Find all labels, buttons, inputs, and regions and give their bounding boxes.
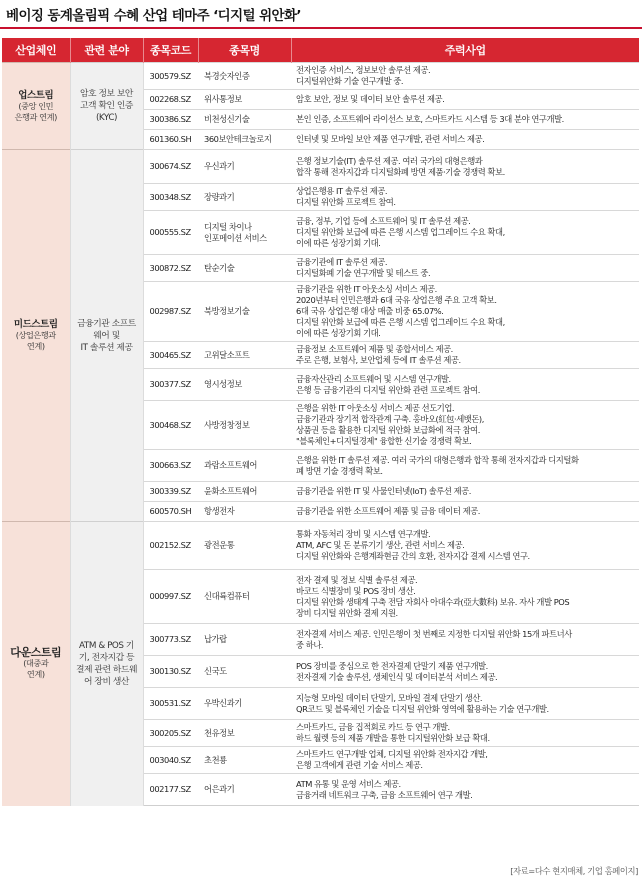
stock-name: 과람소프트웨어: [198, 450, 291, 482]
stock-name: 윤화소프트웨어: [198, 482, 291, 502]
related-field-cell: 금융기관 소프트 웨어 및 IT 솔루션 제공: [70, 150, 143, 522]
stock-name: 디지털 차이나 인포메이션 서비스: [198, 211, 291, 255]
main-business: ATM 유통 및 운영 서비스 제공. 금융거래 네트워크 구축, 금융 소프트웨어 연구 개발.: [291, 774, 639, 806]
main-business: 금융, 정부, 기업 등에 소프트웨어 및 IT 솔루션 제공. 디지털 위안화 보급에 따른 은행 시스템 업그레이드 수요 확대, 이에 따른 성장기회 기대.: [291, 211, 639, 255]
header-name: 종목명: [198, 38, 291, 63]
sector-cell: [2, 150, 70, 522]
sector-subtitle: (대중과 연계): [23, 658, 49, 680]
main-business: 은행을 위한 IT 솔루션 제공. 여러 국가의 대형은행과 합작 통해 전자지갑과 디지털화 폐 방면 기술 경쟁력 확보.: [291, 450, 639, 482]
sector-name: 업스트림: [18, 89, 54, 101]
stock-name: 장량과기: [198, 184, 291, 211]
sector-subtitle: (상업은행과 연계): [15, 330, 56, 351]
table-row: [2, 150, 639, 184]
header-sector: 산업체인: [2, 38, 70, 63]
stock-name: 초천룡: [198, 747, 291, 774]
stock-name: 고위달소프트: [198, 342, 291, 369]
page-title: 베이징 동계올림픽 수혜 산업 테마주 ‘디지털 위안화’: [6, 8, 301, 24]
sector-subtitle: (중앙 인민 은행과 연계): [14, 100, 57, 122]
main-business: 금융기관에 IT 솔루션 제공. 디지털화폐 기술 연구개발 및 테스트 중.: [291, 255, 639, 282]
main-business: 스마트카드, 금융 집적회로 카드 등 연구 개발. 하드 월렛 등의 제품 개발을 통한 디지털위안화 보급 확대.: [291, 720, 639, 747]
stock-code: 300339.SZ: [143, 482, 198, 502]
sector-cell: [2, 63, 70, 150]
sector-name: 다운스트림: [10, 646, 62, 660]
stock-name: 천유정보: [198, 720, 291, 747]
related-field-cell: 암호 정보 보안 고객 확인 인증 (KYC): [70, 63, 143, 150]
main-business: 은행을 위한 IT 아웃소싱 서비스 제공 선도기업. 금융기관과 장기적 합작관계 구축. 홍바오(紅包·세뱃돈), 상품권 등을 활용한 디지털 위안화 보급화에 적극 참여. "블록체인+디지털경제" 융합한 신기술 경쟁력 확보.: [291, 401, 639, 450]
stock-code: 002177.SZ: [143, 774, 198, 806]
stock-name: 항생전자: [198, 502, 291, 522]
stock-name: 어은과기: [198, 774, 291, 806]
stock-code: 300465.SZ: [143, 342, 198, 369]
stock-code: 300531.SZ: [143, 688, 198, 720]
sector-name: 미드스트림: [13, 319, 58, 330]
stock-name: 광전운통: [198, 522, 291, 570]
table-row: [2, 63, 639, 90]
stock-code: 300872.SZ: [143, 255, 198, 282]
main-business: 금융기관을 위한 소프트웨어 제품 및 금융 데이터 제공.: [291, 502, 639, 522]
related-field-cell: ATM & POS 기 기, 전자지갑 등 결제 관련 하드웨 어 장비 생산: [70, 522, 143, 806]
stock-name: 사방정창정보: [198, 401, 291, 450]
main-business: 지능형 모바일 데이터 단말기, 모바일 결제 단말기 생산. QR코드 및 블록체인 기술을 디지털 위안화 영역에 활용하는 기술 연구개발.: [291, 688, 639, 720]
main-business: 전자 결제 및 정보 식별 솔루션 제공. 바코드 식별장비 및 POS 장비 생산. 디지털 위안화 생태계 구축 전담 자회사 아대수과(亞大數科) 보유. 자사 개발 POS 장비 디지털 위안화 결제 지원.: [291, 570, 639, 624]
main-business: 스마트카드 연구개발 업체, 디지털 위안화 전자지갑 개발, 은행 고객에게 관련 기술 서비스 제공.: [291, 747, 639, 774]
stock-code: 300579.SZ: [143, 63, 198, 90]
stock-name: 탄순기술: [198, 255, 291, 282]
header-code: 종목코드: [143, 38, 198, 63]
source-note: [자료=다수 현지매체, 기업 홈페이지]: [510, 866, 638, 876]
main-business: 본인 인증, 소프트웨어 라이선스 보호, 스마트카드 시스템 등 3대 분야 연구개발.: [291, 110, 639, 130]
table-row: [2, 522, 639, 570]
main-business: 통화 자동처리 장비 및 시스템 연구개발. ATM, AFC 및 돈 분류기기 생산, 관련 서비스 제공. 디지털 위안화와 은행계좌현금 간의 호환, 전자지갑 결제 시스템 연구.: [291, 522, 639, 570]
stock-name: 영시성정보: [198, 369, 291, 401]
main-business: 전자인증 서비스, 정보보안 솔루션 제공. 디지털위안화 기술 연구개발 중.: [291, 63, 639, 90]
stock-code: 300468.SZ: [143, 401, 198, 450]
stock-code: 300205.SZ: [143, 720, 198, 747]
stock-code: 300130.SZ: [143, 656, 198, 688]
stock-code: 600570.SH: [143, 502, 198, 522]
stock-name: 북경숫자인증: [198, 63, 291, 90]
main-business: 금융기관을 위한 IT 및 사물인터넷(IoT) 솔루션 제공.: [291, 482, 639, 502]
stock-name: 우신과기: [198, 150, 291, 184]
header-business: 주력사업: [291, 38, 639, 63]
stock-name: 우박신과기: [198, 688, 291, 720]
stock-name: 납가랍: [198, 624, 291, 656]
sector-cell: [2, 522, 70, 806]
stock-code: 002268.SZ: [143, 90, 198, 110]
stock-code: 601360.SH: [143, 130, 198, 150]
stock-name: 신대륙컴퓨터: [198, 570, 291, 624]
main-business: 금융자산관리 소프트웨어 및 시스템 연구개발. 은행 등 금융기관의 디지털 위안화 관련 프로젝트 참여.: [291, 369, 639, 401]
stock-code: 300674.SZ: [143, 150, 198, 184]
main-business: 금융정보 소프트웨어 제품 및 종합서비스 제공. 주로 은행, 보험사, 보안업체 등에 IT 솔루션 제공.: [291, 342, 639, 369]
stock-code: 003040.SZ: [143, 747, 198, 774]
stock-name: 북방정보기술: [198, 282, 291, 342]
stock-code: 300377.SZ: [143, 369, 198, 401]
table-header-row: [2, 38, 639, 63]
stock-name: 신국도: [198, 656, 291, 688]
stock-code: 300663.SZ: [143, 450, 198, 482]
stock-code: 000555.SZ: [143, 211, 198, 255]
table-body: [2, 63, 639, 806]
stock-name: 위사통정보: [198, 90, 291, 110]
main-business: 암호 보안, 정보 및 데이터 보안 솔루션 제공.: [291, 90, 639, 110]
stock-name: 비천성신기술: [198, 110, 291, 130]
stock-code: 300773.SZ: [143, 624, 198, 656]
main-business: 금융기관을 위한 IT 아웃소싱 서비스 제공. 2020년부터 인민은행과 6대 국유 상업은행 주요 고객 확보. 6대 국유 상업은행 대상 매출 비중 65.07%. 디지털 위안화 보급에 따른 은행 시스템 업그레이드 수요 확대, 이에 따른 성장기회 기대.: [291, 282, 639, 342]
stock-code: 002152.SZ: [143, 522, 198, 570]
stock-code: 002987.SZ: [143, 282, 198, 342]
stock-code: 300386.SZ: [143, 110, 198, 130]
title-underline: [0, 27, 642, 29]
main-business: 은행 정보기술(IT) 솔루션 제공. 여러 국가의 대형은행과 합작 통해 전자지갑과 디지털화폐 방면 제품·기술 경쟁력 확보.: [291, 150, 639, 184]
stock-name: 360보안테크놀로지: [198, 130, 291, 150]
main-business: 전자결제 서비스 제공. 인민은행이 첫 번째로 지정한 디지털 위안화 15개 파트너사 중 하나.: [291, 624, 639, 656]
main-business: 상업은행용 IT 솔루션 제공. 디지털 위안화 프로젝트 참여.: [291, 184, 639, 211]
main-business: 인터넷 및 모바일 보안 제품 연구개발, 관련 서비스 제공.: [291, 130, 639, 150]
header-field: 관련 분야: [70, 38, 143, 63]
stock-table: [2, 38, 639, 806]
stock-code: 000997.SZ: [143, 570, 198, 624]
stock-code: 300348.SZ: [143, 184, 198, 211]
main-business: POS 장비를 중심으로 한 전자결제 단말기 제품 연구개발. 전자결제 기술 솔루션, 생체인식 및 데이터분석 서비스 제공.: [291, 656, 639, 688]
